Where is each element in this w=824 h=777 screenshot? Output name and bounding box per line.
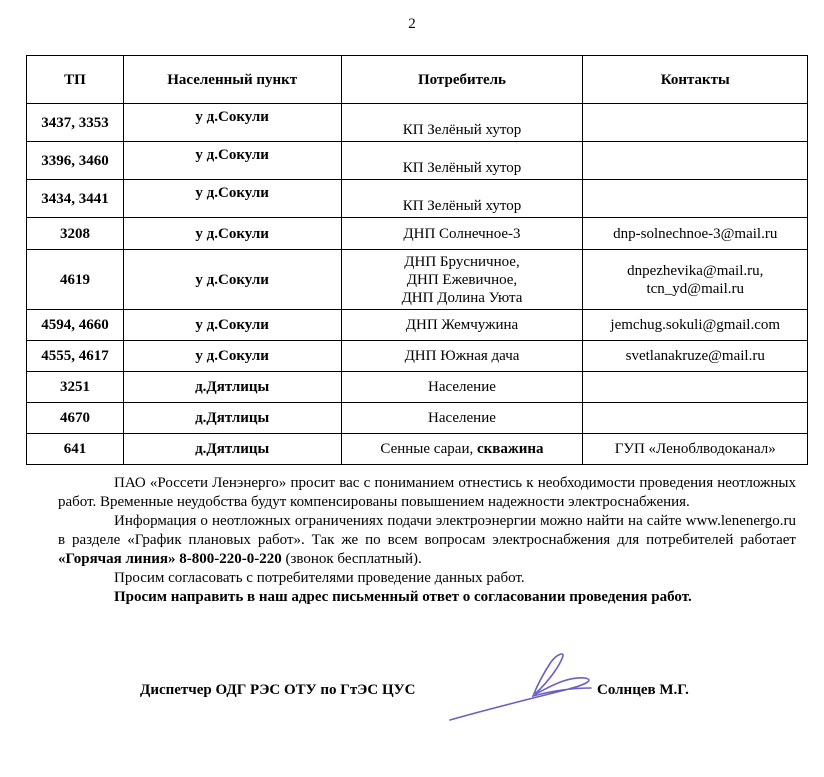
table-row xyxy=(27,403,808,434)
contact-line: tcn_yd@mail.ru xyxy=(646,280,744,297)
signatory-position: Диспетчер ОДГ РЭС ОТУ по ГтЭС ЦУС xyxy=(140,682,416,698)
contact-line: dnpezhevika@mail.ru, xyxy=(627,262,764,279)
consumer-plain-text: Сенные сараи, xyxy=(380,441,477,457)
signatory-name: Солнцев М.Г. xyxy=(597,682,689,698)
consumers-table xyxy=(26,55,808,465)
header-tp: ТП xyxy=(27,56,124,104)
page-number: 2 xyxy=(408,16,416,32)
table-row xyxy=(27,250,808,310)
cell-contacts xyxy=(583,180,808,218)
cell-consumer xyxy=(341,250,583,310)
table-row xyxy=(27,180,808,218)
paragraph-request-reply: Просим направить в наш адрес письменный ответ о согласовании проведения работ. xyxy=(114,589,692,605)
table-row xyxy=(27,341,808,372)
cell-place: у д.Сокули xyxy=(123,180,341,218)
consumer-line: ДНП Долина Уюта xyxy=(401,289,523,306)
cell-tp: 3437, 3353 xyxy=(27,104,124,142)
cell-consumer: ДНП Южная дача xyxy=(341,341,583,372)
cell-tp: 4670 xyxy=(27,403,124,434)
cell-consumer: КП Зелёный хутор xyxy=(341,142,583,180)
table-row xyxy=(27,104,808,142)
cell-place: у д.Сокули xyxy=(123,218,341,250)
cell-tp: 3251 xyxy=(27,372,124,403)
consumer-line: ДНП Ежевичное, xyxy=(406,271,518,288)
cell-consumer: Население xyxy=(341,372,583,403)
paragraph-request-agree: Просим согласовать с потребителями проведение данных работ. xyxy=(114,570,525,586)
cell-contacts: jemchug.sokuli@gmail.com xyxy=(583,310,808,341)
cell-place: д.Дятлицы xyxy=(123,372,341,403)
cell-contacts: ГУП «Леноблводоканал» xyxy=(583,434,808,465)
cell-tp: 4619 xyxy=(27,250,124,310)
cell-place: у д.Сокули xyxy=(123,142,341,180)
cell-consumer xyxy=(341,434,583,465)
header-consumer: Потребитель xyxy=(341,56,583,104)
cell-consumer: КП Зелёный хутор xyxy=(341,104,583,142)
table-header-row xyxy=(27,56,808,104)
cell-tp: 3396, 3460 xyxy=(27,142,124,180)
cell-place: д.Дятлицы xyxy=(123,403,341,434)
paragraph-apology: ПАО «Россети Ленэнерго» просит вас с пониманием отнестись к необходимости проведения неотложных работ. Временные неудобства будут компенсированы повышением надежности электроснабжения. xyxy=(58,475,796,510)
cell-contacts xyxy=(583,104,808,142)
cell-consumer: КП Зелёный хутор xyxy=(341,180,583,218)
header-place: Населенный пункт xyxy=(123,56,341,104)
cell-tp: 4594, 4660 xyxy=(27,310,124,341)
cell-tp: 3434, 3441 xyxy=(27,180,124,218)
cell-contacts xyxy=(583,372,808,403)
table-row xyxy=(27,310,808,341)
cell-place: у д.Сокули xyxy=(123,250,341,310)
hotline-text: «Горячая линия» 8-800-220-0-220 xyxy=(58,551,282,567)
consumer-bold-text: скважина xyxy=(476,441,544,457)
cell-tp: 3208 xyxy=(27,218,124,250)
letter-body xyxy=(58,474,796,607)
cell-consumer: Население xyxy=(341,403,583,434)
cell-contacts xyxy=(583,403,808,434)
cell-tp: 4555, 4617 xyxy=(27,341,124,372)
table-row xyxy=(27,142,808,180)
cell-contacts: svetlanakruze@mail.ru xyxy=(583,341,808,372)
cell-place: д.Дятлицы xyxy=(123,434,341,465)
cell-place: у д.Сокули xyxy=(123,104,341,142)
table-row xyxy=(27,218,808,250)
paragraph-info xyxy=(58,512,796,569)
cell-contacts: dnp-solnechnoe-3@mail.ru xyxy=(583,218,808,250)
cell-tp: 641 xyxy=(27,434,124,465)
table-row xyxy=(27,372,808,403)
cell-place: у д.Сокули xyxy=(123,341,341,372)
consumer-line: ДНП Брусничное, xyxy=(404,253,520,270)
table-row xyxy=(27,434,808,465)
cell-contacts xyxy=(583,250,808,310)
cell-contacts xyxy=(583,142,808,180)
cell-consumer: ДНП Солнечное-3 xyxy=(341,218,583,250)
cell-place: у д.Сокули xyxy=(123,310,341,341)
cell-consumer: ДНП Жемчужина xyxy=(341,310,583,341)
info-text-start: Информация о неотложных ограничениях подачи электроэнергии можно найти на сайте www.lenenergo.ru в разделе «График плановых работ». Так же по всем вопросам электроснабжения для потребителей работает xyxy=(58,513,796,548)
info-text-end: (звонок бесплатный). xyxy=(281,551,422,567)
header-contacts: Контакты xyxy=(583,56,808,104)
handwritten-signature xyxy=(445,650,605,725)
